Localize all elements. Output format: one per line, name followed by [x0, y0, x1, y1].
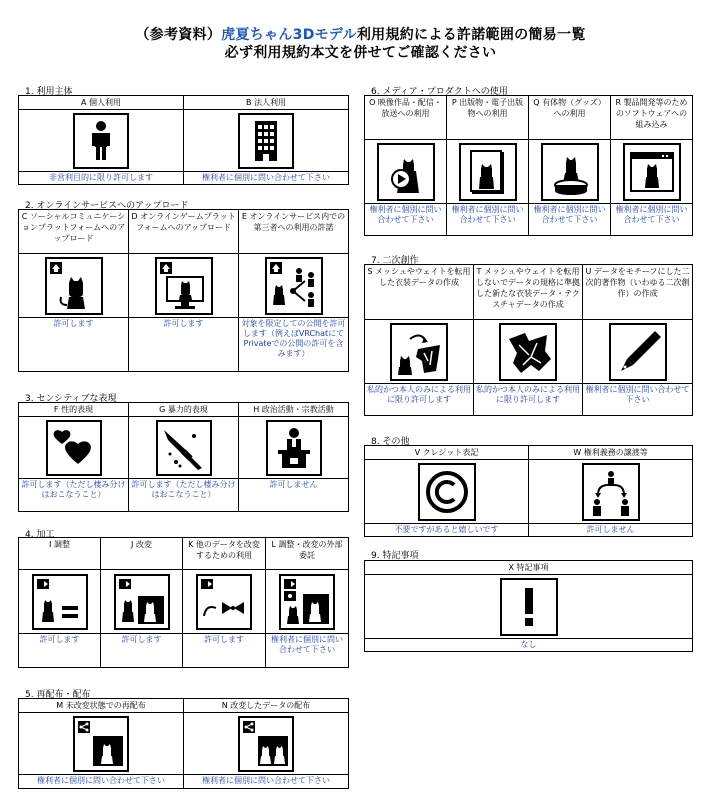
col-w-head: W 権利義務の譲渡等 — [529, 446, 693, 460]
col-j-foot: 許可します — [101, 634, 183, 668]
share-to-others-icon — [265, 257, 323, 315]
section-2-title: 2. オンラインサービスへのアップロード — [25, 201, 189, 211]
col-u-head: U データをモチーフにした二次的著作物（いわゆる二次創作）の作成 — [583, 265, 693, 320]
section-7-table — [364, 264, 693, 416]
person-icon — [73, 113, 129, 169]
col-p-foot: 権利者に個別に問い合わせて下さい — [447, 204, 529, 236]
share-cat-icon — [73, 716, 129, 772]
cat-to-bow-icon — [196, 574, 252, 630]
col-o-foot: 権利者に個別に問い合わせて下さい — [365, 204, 447, 236]
col-n-head: N 改変したデータの配布 — [184, 699, 349, 713]
section-8-title: 8. その他 — [371, 437, 410, 447]
col-s-foot: 私的かつ本人のみによる利用に限り許可します — [365, 384, 474, 416]
cloth-icon — [499, 323, 557, 381]
section-1-table — [18, 95, 349, 185]
col-m-foot: 権利者に個別に問い合わせて下さい — [19, 775, 184, 789]
transfer-icon — [582, 463, 640, 521]
col-w-foot: 許可しません — [529, 524, 693, 537]
section-6-title: 6. メディア・プロダクトへの使用 — [371, 87, 508, 97]
hearts-icon — [46, 420, 102, 476]
col-q-foot: 権利者に個別に問い合わせて下さい — [529, 204, 611, 236]
book-cat-icon — [459, 143, 517, 201]
podium-speaker-icon — [266, 420, 322, 476]
section-8-table — [364, 445, 693, 537]
software-window-cat-icon — [623, 143, 681, 201]
modify-cats-icon — [114, 574, 170, 630]
section-4-table — [18, 537, 349, 668]
col-s-head: S メッシュやウェイトを転用した衣装データの作成 — [365, 265, 474, 320]
col-x-head: X 特記事項 — [365, 561, 693, 575]
col-a-head: A 個人利用 — [19, 96, 184, 110]
col-c-foot: 許可します — [19, 318, 129, 372]
title-model-name: 虎夏ちゃん3Dモデル — [221, 27, 357, 43]
col-h-foot: 許可しません — [239, 479, 349, 512]
col-r-head: R 製品開発等のためのソフトウェアへの組み込み — [611, 96, 693, 140]
title-prefix: （参考資料） — [135, 27, 222, 43]
col-l-head: L 調整・改変の外部委託 — [266, 538, 349, 570]
share-modified-cat-icon — [238, 716, 294, 772]
office-building-icon — [238, 113, 294, 169]
col-l-foot: 権利者に個別に問い合わせて下さい — [266, 634, 349, 668]
col-f-foot: 許可します（ただし棲み分けはおこなうこと） — [19, 479, 129, 512]
col-f-head: F 性的表現 — [19, 403, 129, 417]
col-b-foot: 権利者に個別に問い合わせて下さい — [184, 172, 349, 185]
section-3-table — [18, 402, 349, 512]
col-k-foot: 許可します — [183, 634, 266, 668]
col-e-foot: 対象を限定しての公開を許可します（例えばVRChatにてPrivateでの公開の許可を含みます） — [239, 318, 349, 372]
section-4-title: 4. 加工 — [25, 530, 55, 540]
pen-icon — [609, 323, 667, 381]
col-v-head: V クレジット表記 — [365, 446, 529, 460]
section-6-table — [364, 95, 693, 236]
section-5-title: 5. 再配布・配布 — [25, 690, 91, 700]
col-i-head: I 調整 — [19, 538, 101, 570]
col-n-foot: 権利者に個別に問い合わせて下さい — [184, 775, 349, 789]
exclamation-icon — [500, 578, 558, 636]
figure-cat-icon — [541, 143, 599, 201]
upload-monitor-cat-icon — [155, 257, 213, 315]
col-j-head: J 改変 — [101, 538, 183, 570]
section-5-table — [18, 698, 349, 789]
document-title — [0, 24, 721, 44]
upload-cat-icon — [45, 257, 103, 315]
section-1-title: 1. 利用主体 — [25, 87, 73, 97]
col-g-head: G 暴力的表現 — [129, 403, 239, 417]
section-9-title: 9. 特記事項 — [371, 551, 419, 561]
col-d-foot: 許可します — [129, 318, 239, 372]
col-x-foot: なし — [365, 639, 693, 652]
col-q-head: Q 有体物（グッズ）への利用 — [529, 96, 611, 140]
col-i-foot: 許可します — [19, 634, 101, 668]
section-9-table — [364, 560, 693, 652]
col-u-foot: 権利者に個別に問い合わせて下さい — [583, 384, 693, 416]
document-subtitle: 必ず利用規約本文を併せてご確認ください — [224, 45, 497, 61]
knife-icon — [156, 420, 212, 476]
col-h-head: H 政治活動・宗教活動 — [239, 403, 349, 417]
title-suffix: 利用規約による許諾範囲の簡易一覧 — [356, 27, 586, 43]
col-v-foot: 不要ですがあると嬉しいです — [365, 524, 529, 537]
col-p-head: P 出版物・電子出版物への利用 — [447, 96, 529, 140]
col-m-head: M 未改変状態での再配布 — [19, 699, 184, 713]
section-3-title: 3. センシティブな表現 — [25, 394, 117, 404]
col-d-head: D オンラインゲームプラットフォームへのアップロード — [129, 210, 239, 254]
col-k-head: K 他のデータを改変するための利用 — [183, 538, 266, 570]
col-o-head: O 映像作品・配信・放送への利用 — [365, 96, 447, 140]
outsource-icon — [279, 574, 335, 630]
col-e-head: E オンラインサービス内での第三者への利用の許諾 — [239, 210, 349, 254]
col-t-head: T メッシュやウェイトを転用しないでデータの規格に準拠した新たな衣装データ・テクスチャデータの作成 — [474, 265, 583, 320]
col-r-foot: 権利者に個別に問い合わせて下さい — [611, 204, 693, 236]
adjust-equal-icon — [32, 574, 88, 630]
section-7-title: 7. 二次創作 — [371, 256, 419, 266]
col-g-foot: 許可します（ただし棲み分けはおこなうこと） — [129, 479, 239, 512]
cat-to-cloth-icon — [390, 323, 448, 381]
col-a-foot: 非営利目的に限り許可します — [19, 172, 184, 185]
col-t-foot: 私的かつ本人のみによる利用に限り許可します — [474, 384, 583, 416]
col-b-head: B 法人利用 — [184, 96, 349, 110]
col-c-head: C ソーシャルコミュニケーションプラットフォームへのアップロード — [19, 210, 129, 254]
video-play-cat-icon — [377, 143, 435, 201]
copyright-icon — [418, 463, 476, 521]
section-2-table — [18, 209, 349, 372]
